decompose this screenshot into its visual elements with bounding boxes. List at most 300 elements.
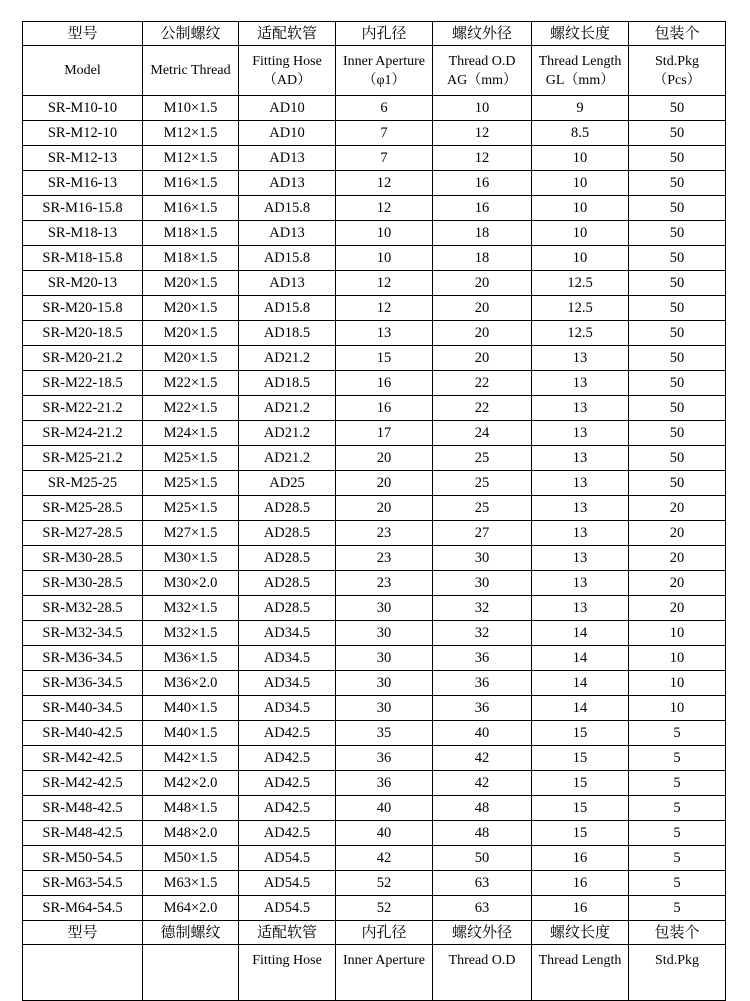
cell-fitting-hose: AD18.5: [239, 371, 336, 396]
cell-thread-length: 13: [532, 346, 629, 371]
cell-thread: M25×1.5: [143, 471, 239, 496]
cell-fitting-hose: AD54.5: [239, 871, 336, 896]
cell-fitting-hose: AD13: [239, 221, 336, 246]
cell-fitting-hose: [239, 945, 336, 1001]
cell-model: SR-M40-34.5: [23, 696, 143, 721]
cell-thread-od: 12: [433, 121, 532, 146]
cell-thread: M32×1.5: [143, 596, 239, 621]
table-row: [23, 521, 726, 546]
cell-std-pkg: 50: [629, 346, 726, 371]
cell-model: SR-M18-13: [23, 221, 143, 246]
cell-fitting-hose: AD28.5: [239, 521, 336, 546]
cell-model: SR-M27-28.5: [23, 521, 143, 546]
cell-thread: [143, 945, 239, 1001]
table-row: [23, 771, 726, 796]
cell-model: SR-M48-42.5: [23, 821, 143, 846]
table-row: [23, 121, 726, 146]
cell-std-pkg: 50: [629, 271, 726, 296]
cell-thread: M10×1.5: [143, 96, 239, 121]
cell-model: SR-M24-21.2: [23, 421, 143, 446]
cell-thread: M27×1.5: [143, 521, 239, 546]
cell-thread-length: 12.5: [532, 321, 629, 346]
cell-thread-length: 14: [532, 671, 629, 696]
header-line: （Pcs）: [653, 72, 701, 88]
cell-fitting-hose: AD10: [239, 96, 336, 121]
cell-fitting-hose: AD28.5: [239, 496, 336, 521]
cell-inner-aperture: 7: [336, 121, 433, 146]
cell-fitting-hose: AD42.5: [239, 721, 336, 746]
cell-thread: M48×1.5: [143, 796, 239, 821]
cell-model: SR-M42-42.5: [23, 746, 143, 771]
cell-inner-aperture: [336, 945, 433, 1001]
cell-std-pkg: [629, 46, 726, 96]
cell-model: SR-M20-18.5: [23, 321, 143, 346]
cell-model: SR-M40-42.5: [23, 721, 143, 746]
cell-inner-aperture: 30: [336, 671, 433, 696]
table-row: [23, 646, 726, 671]
header-line: Thread O.D: [448, 953, 516, 968]
table-row: [23, 396, 726, 421]
cell-thread: M22×1.5: [143, 371, 239, 396]
cell-fitting-hose: AD54.5: [239, 896, 336, 921]
cell-std-pkg: 50: [629, 221, 726, 246]
cell-thread: M36×2.0: [143, 671, 239, 696]
cell-thread-od: 25: [433, 446, 532, 471]
cell-model: SR-M10-10: [23, 96, 143, 121]
cell-fitting-hose: 适配软管: [239, 22, 336, 46]
cell-thread-od: 16: [433, 171, 532, 196]
cell-inner-aperture: 16: [336, 371, 433, 396]
cell-thread: M30×2.0: [143, 571, 239, 596]
cell-thread-length: 13: [532, 446, 629, 471]
cell-model: SR-M32-34.5: [23, 621, 143, 646]
cell-thread-length: 9: [532, 96, 629, 121]
cell-fitting-hose: AD28.5: [239, 571, 336, 596]
cell-fitting-hose: AD42.5: [239, 796, 336, 821]
cell-thread-od: 42: [433, 771, 532, 796]
cell-std-pkg: 50: [629, 121, 726, 146]
cell-thread-od: 18: [433, 246, 532, 271]
cell-thread-od: 25: [433, 496, 532, 521]
cell-inner-aperture: 20: [336, 446, 433, 471]
cell-fitting-hose: AD34.5: [239, 646, 336, 671]
cell-thread-od: 36: [433, 671, 532, 696]
cell-inner-aperture: 6: [336, 96, 433, 121]
cell-inner-aperture: 40: [336, 821, 433, 846]
cell-model: SR-M63-54.5: [23, 871, 143, 896]
cell-inner-aperture: 内孔径: [336, 22, 433, 46]
cell-thread: M20×1.5: [143, 346, 239, 371]
cell-thread-length: 13: [532, 546, 629, 571]
cell-std-pkg: 包装个: [629, 22, 726, 46]
cell-fitting-hose: AD18.5: [239, 321, 336, 346]
cell-inner-aperture: 12: [336, 171, 433, 196]
cell-thread-od: 48: [433, 796, 532, 821]
cell-model: 型号: [23, 22, 143, 46]
cell-model: SR-M20-15.8: [23, 296, 143, 321]
table-row: [23, 171, 726, 196]
cell-thread: M16×1.5: [143, 196, 239, 221]
cell-fitting-hose: AD25: [239, 471, 336, 496]
header-line: Std.Pkg: [655, 53, 699, 69]
cell-inner-aperture: 10: [336, 221, 433, 246]
cell-inner-aperture: 35: [336, 721, 433, 746]
cell-thread: M12×1.5: [143, 121, 239, 146]
cell-model: SR-M36-34.5: [23, 671, 143, 696]
header-line: Fitting Hose: [252, 953, 322, 968]
cell-thread-length: 13: [532, 521, 629, 546]
cell-thread: 德制螺纹: [143, 921, 239, 945]
cell-model: SR-M42-42.5: [23, 771, 143, 796]
cell-inner-aperture: 23: [336, 546, 433, 571]
cell-model: SR-M25-25: [23, 471, 143, 496]
cell-inner-aperture: 7: [336, 146, 433, 171]
cell-std-pkg: 50: [629, 321, 726, 346]
cell-fitting-hose: AD10: [239, 121, 336, 146]
table-row: [23, 896, 726, 921]
cell-std-pkg: 20: [629, 521, 726, 546]
cell-std-pkg: 50: [629, 246, 726, 271]
cell-fitting-hose: AD42.5: [239, 746, 336, 771]
cell-thread-od: 10: [433, 96, 532, 121]
cell-thread-od: 48: [433, 821, 532, 846]
cell-fitting-hose: AD21.2: [239, 346, 336, 371]
header-row-zh: [23, 22, 726, 46]
cell-thread-length: 螺纹长度: [532, 921, 629, 945]
cell-std-pkg: 50: [629, 96, 726, 121]
cell-inner-aperture: 20: [336, 496, 433, 521]
cell-thread-length: 13: [532, 571, 629, 596]
table-row: [23, 296, 726, 321]
cell-thread-length: 14: [532, 646, 629, 671]
cell-std-pkg: 50: [629, 196, 726, 221]
cell-std-pkg: 20: [629, 571, 726, 596]
cell-fitting-hose: AD54.5: [239, 846, 336, 871]
table-row: [23, 696, 726, 721]
cell-inner-aperture: 12: [336, 271, 433, 296]
cell-inner-aperture: 17: [336, 421, 433, 446]
cell-model: SR-M50-54.5: [23, 846, 143, 871]
cell-thread-length: 13: [532, 421, 629, 446]
cell-std-pkg: 50: [629, 446, 726, 471]
header-line: Std.Pkg: [655, 953, 699, 968]
table-row: [23, 146, 726, 171]
cell-std-pkg: 20: [629, 596, 726, 621]
cell-inner-aperture: 16: [336, 396, 433, 421]
cell-fitting-hose: AD13: [239, 171, 336, 196]
cell-fitting-hose: AD34.5: [239, 696, 336, 721]
table-row: [23, 621, 726, 646]
table-row: [23, 871, 726, 896]
cell-thread: M18×1.5: [143, 221, 239, 246]
cell-thread-length: 13: [532, 596, 629, 621]
cell-thread-od: 24: [433, 421, 532, 446]
cell-model: SR-M30-28.5: [23, 571, 143, 596]
cell-model: SR-M48-42.5: [23, 796, 143, 821]
cell-model: SR-M36-34.5: [23, 646, 143, 671]
header-row-en-2: [23, 945, 726, 1001]
cell-std-pkg: 5: [629, 721, 726, 746]
cell-thread-length: 15: [532, 746, 629, 771]
cell-thread: M36×1.5: [143, 646, 239, 671]
cell-thread-od: 20: [433, 321, 532, 346]
cell-inner-aperture: 52: [336, 871, 433, 896]
cell-thread-od: 16: [433, 196, 532, 221]
cell-thread-length: 10: [532, 196, 629, 221]
cell-std-pkg: 10: [629, 646, 726, 671]
cell-thread-length: 10: [532, 146, 629, 171]
cell-std-pkg: 20: [629, 496, 726, 521]
cell-model: SR-M22-21.2: [23, 396, 143, 421]
cell-model: SR-M16-15.8: [23, 196, 143, 221]
cell-thread: M18×1.5: [143, 246, 239, 271]
cell-thread-od: 20: [433, 296, 532, 321]
cell-std-pkg: 5: [629, 871, 726, 896]
cell-thread-od: 63: [433, 871, 532, 896]
cell-thread: M20×1.5: [143, 271, 239, 296]
cell-thread: M40×1.5: [143, 721, 239, 746]
cell-thread-od: 32: [433, 596, 532, 621]
cell-thread: M64×2.0: [143, 896, 239, 921]
cell-fitting-hose: 适配软管: [239, 921, 336, 945]
cell-thread: M20×1.5: [143, 321, 239, 346]
table-row: [23, 746, 726, 771]
cell-inner-aperture: 30: [336, 621, 433, 646]
cell-thread-od: 30: [433, 546, 532, 571]
cell-fitting-hose: AD13: [239, 146, 336, 171]
cell-fitting-hose: AD15.8: [239, 246, 336, 271]
cell-std-pkg: 5: [629, 821, 726, 846]
table-row: [23, 821, 726, 846]
cell-fitting-hose: [239, 46, 336, 96]
header-line: Fitting Hose: [252, 53, 322, 69]
cell-inner-aperture: 36: [336, 746, 433, 771]
table-row: [23, 271, 726, 296]
cell-thread: M12×1.5: [143, 146, 239, 171]
cell-inner-aperture: 42: [336, 846, 433, 871]
cell-thread-length: 13: [532, 371, 629, 396]
cell-inner-aperture: 20: [336, 471, 433, 496]
cell-thread: M25×1.5: [143, 446, 239, 471]
header-line: Thread O.D: [448, 53, 516, 69]
cell-thread-length: 10: [532, 171, 629, 196]
header-line: Metric Thread: [150, 63, 231, 78]
cell-thread-od: 40: [433, 721, 532, 746]
cell-model: 型号: [23, 921, 143, 945]
cell-thread: M63×1.5: [143, 871, 239, 896]
cell-fitting-hose: AD15.8: [239, 296, 336, 321]
table-row: [23, 96, 726, 121]
cell-thread-od: 25: [433, 471, 532, 496]
cell-fitting-hose: AD21.2: [239, 421, 336, 446]
cell-thread: M48×2.0: [143, 821, 239, 846]
table-row: [23, 221, 726, 246]
cell-inner-aperture: 30: [336, 596, 433, 621]
cell-fitting-hose: AD28.5: [239, 596, 336, 621]
cell-std-pkg: 50: [629, 471, 726, 496]
cell-thread-length: 10: [532, 246, 629, 271]
cell-inner-aperture: 40: [336, 796, 433, 821]
cell-fitting-hose: AD28.5: [239, 546, 336, 571]
cell-thread: M40×1.5: [143, 696, 239, 721]
table-row: [23, 371, 726, 396]
cell-thread-length: 8.5: [532, 121, 629, 146]
cell-thread-length: 14: [532, 621, 629, 646]
cell-inner-aperture: 23: [336, 521, 433, 546]
cell-model: SR-M20-13: [23, 271, 143, 296]
cell-thread-length: 13: [532, 471, 629, 496]
cell-thread-length: 15: [532, 771, 629, 796]
table-row: [23, 446, 726, 471]
cell-std-pkg: 10: [629, 671, 726, 696]
cell-model: SR-M18-15.8: [23, 246, 143, 271]
cell-thread-od: 63: [433, 896, 532, 921]
cell-thread-od: 32: [433, 621, 532, 646]
header-line: （φ1）: [362, 72, 406, 88]
cell-fitting-hose: AD34.5: [239, 621, 336, 646]
cell-std-pkg: 5: [629, 796, 726, 821]
cell-std-pkg: 10: [629, 696, 726, 721]
header-line: Inner Aperture: [342, 953, 426, 968]
cell-std-pkg: 50: [629, 396, 726, 421]
cell-thread-od: 20: [433, 346, 532, 371]
cell-thread-length: 16: [532, 846, 629, 871]
cell-thread-od: 20: [433, 271, 532, 296]
cell-model: SR-M20-21.2: [23, 346, 143, 371]
cell-inner-aperture: 15: [336, 346, 433, 371]
cell-fitting-hose: AD21.2: [239, 396, 336, 421]
table-row: [23, 546, 726, 571]
cell-thread-od: 42: [433, 746, 532, 771]
table-row: [23, 721, 726, 746]
cell-std-pkg: 50: [629, 421, 726, 446]
cell-fitting-hose: AD15.8: [239, 196, 336, 221]
cell-model: SR-M25-21.2: [23, 446, 143, 471]
cell-inner-aperture: 10: [336, 246, 433, 271]
header-row-zh-2: [23, 921, 726, 945]
cell-thread-od: 30: [433, 571, 532, 596]
cell-thread-od: 22: [433, 396, 532, 421]
cell-thread-length: 12.5: [532, 271, 629, 296]
cell-inner-aperture: 30: [336, 646, 433, 671]
cell-std-pkg: 50: [629, 371, 726, 396]
cell-model: SR-M16-13: [23, 171, 143, 196]
cell-thread-od: 27: [433, 521, 532, 546]
cell-thread: M16×1.5: [143, 171, 239, 196]
table-row: [23, 671, 726, 696]
header-line: GL（mm）: [545, 72, 615, 88]
table-row: [23, 196, 726, 221]
cell-inner-aperture: 23: [336, 571, 433, 596]
table-row: [23, 421, 726, 446]
cell-model: SR-M12-10: [23, 121, 143, 146]
cell-thread-od: 螺纹外径: [433, 22, 532, 46]
cell-thread-length: 14: [532, 696, 629, 721]
cell-model: SR-M22-18.5: [23, 371, 143, 396]
table-row: [23, 596, 726, 621]
cell-std-pkg: 包装个: [629, 921, 726, 945]
cell-thread-length: [532, 46, 629, 96]
cell-std-pkg: 10: [629, 621, 726, 646]
cell-thread-length: 12.5: [532, 296, 629, 321]
cell-model: SR-M32-28.5: [23, 596, 143, 621]
header-line: Model: [64, 63, 101, 78]
table-row: [23, 571, 726, 596]
cell-thread-length: 16: [532, 896, 629, 921]
cell-thread-length: 15: [532, 721, 629, 746]
cell-thread-od: [433, 945, 532, 1001]
cell-thread-length: 螺纹长度: [532, 22, 629, 46]
cell-thread-od: 22: [433, 371, 532, 396]
cell-inner-aperture: 12: [336, 296, 433, 321]
cell-thread-od: 12: [433, 146, 532, 171]
table-row: [23, 346, 726, 371]
cell-model: SR-M30-28.5: [23, 546, 143, 571]
cell-thread-od: 36: [433, 646, 532, 671]
cell-fitting-hose: AD21.2: [239, 446, 336, 471]
cell-thread-od: 螺纹外径: [433, 921, 532, 945]
header-line: Thread Length: [538, 953, 622, 968]
cell-thread: [143, 46, 239, 96]
cell-thread-length: 10: [532, 221, 629, 246]
cell-inner-aperture: 13: [336, 321, 433, 346]
cell-thread-length: 16: [532, 871, 629, 896]
cell-thread-length: 15: [532, 796, 629, 821]
cell-fitting-hose: AD42.5: [239, 821, 336, 846]
cell-std-pkg: 50: [629, 296, 726, 321]
cell-thread: M30×1.5: [143, 546, 239, 571]
cell-inner-aperture: 内孔径: [336, 921, 433, 945]
cell-thread: M24×1.5: [143, 421, 239, 446]
cell-fitting-hose: AD42.5: [239, 771, 336, 796]
cell-thread-length: 13: [532, 496, 629, 521]
cell-thread: M32×1.5: [143, 621, 239, 646]
cell-thread: M20×1.5: [143, 296, 239, 321]
cell-fitting-hose: AD13: [239, 271, 336, 296]
cell-thread-length: [532, 945, 629, 1001]
header-line: （AD）: [262, 72, 312, 88]
header-row-en: [23, 46, 726, 96]
cell-thread: M22×1.5: [143, 396, 239, 421]
cell-inner-aperture: 36: [336, 771, 433, 796]
cell-thread-od: 36: [433, 696, 532, 721]
table-row: [23, 246, 726, 271]
spec-table-body: [23, 22, 726, 1001]
table-row: [23, 796, 726, 821]
cell-thread: M42×1.5: [143, 746, 239, 771]
table-row: [23, 321, 726, 346]
cell-inner-aperture: 12: [336, 196, 433, 221]
table-row: [23, 496, 726, 521]
cell-thread-length: 13: [532, 396, 629, 421]
header-line: Thread Length: [538, 53, 622, 69]
header-line: Inner Aperture: [342, 53, 426, 69]
cell-std-pkg: 20: [629, 546, 726, 571]
cell-thread-od: 18: [433, 221, 532, 246]
cell-std-pkg: 5: [629, 846, 726, 871]
cell-thread: M50×1.5: [143, 846, 239, 871]
spec-table: [22, 21, 726, 1001]
cell-thread-length: 15: [532, 821, 629, 846]
cell-inner-aperture: [336, 46, 433, 96]
cell-std-pkg: 5: [629, 746, 726, 771]
cell-std-pkg: 50: [629, 171, 726, 196]
cell-fitting-hose: AD34.5: [239, 671, 336, 696]
cell-model: [23, 945, 143, 1001]
cell-model: SR-M64-54.5: [23, 896, 143, 921]
header-line: AG（mm）: [447, 72, 517, 88]
table-row: [23, 846, 726, 871]
